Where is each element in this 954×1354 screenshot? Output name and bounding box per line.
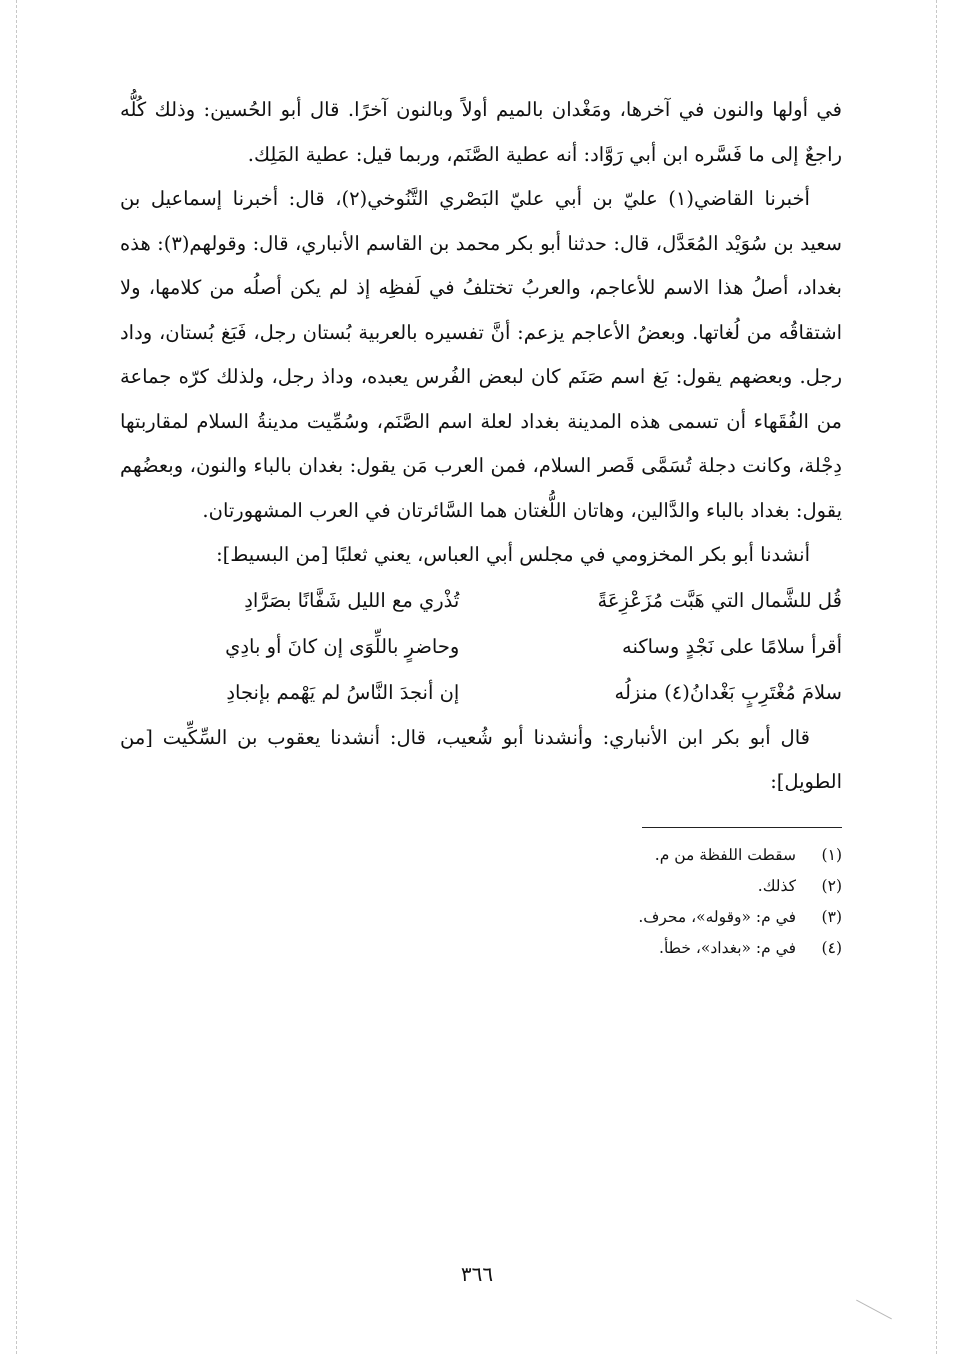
verse-1: [120, 578, 842, 624]
closing-paragraph: قال أبو بكر ابن الأنباري: وأنشدنا أبو شُعيب، قال: أنشدنا يعقوب بن السِّكِّيت [من الطويل]:: [120, 725, 842, 793]
verse-3-first-hemistich: سلامَ مُغْتَرِبٍ بَغْدانُ(٤) منزلُه: [614, 680, 842, 704]
footnote-4: [120, 933, 842, 964]
page-number: ٣٦٦: [460, 1262, 494, 1286]
scan-border-right: [936, 0, 937, 1354]
poem-verses: [120, 578, 842, 716]
paragraph-3: أنشدنا أبو بكر المخزومي في مجلس أبي العباس، يعني ثعلبًا [من البسيط]:: [216, 543, 810, 566]
footnote-text: كذلك.: [757, 876, 796, 895]
paragraph-2: أخبرنا القاضي(١) عليّ بن أبي عليّ البَصْري التَّنُوخي(٢)، قال: أخبرنا إسماعيل بن سعيد بن سُوَيْد المُعَدَّل، قال: حدثنا أبو بكر محمد بن القاسم الأنباري، قال: وقولهم(٣): هذه بغداد، أصلُ هذا الاسم للأعاجم، والعربُ تختلفُ في لَفظِه إذ لم يكن أصلُه من كلامها، ولا اشتقاقُه من لُغاتها. وبعضُ الأعاجم يزعم: أنَّ تفسيره بالعربية بُستان رجل، فَبَغ بُستان، وداد رجل. وبعضهم يقول: بَغ اسم صَنَم كان لبعض الفُرس يعبده، وداذ رجل، ولذلك كرّه جماعة من الفُقَهاء أن تسمى هذه المدينة بغداد لعلة اسم الصَّنَم، وسُمِّيت مدينةُ السلام لمقاربتها دِجْلة، وكانت دجلة تُسَمَّى قَصر السلام، فمن العرب مَن يقول: بغدان بالباء والنون، وبعضُهم يقول: بغداد بالباء والدَّالين، وهاتان اللُّغتان هما السَّائرتان في العرب المشهورتان.: [120, 187, 842, 522]
verse-3: [120, 670, 842, 716]
verse-2: [120, 624, 842, 670]
scan-border-left: [16, 0, 17, 1354]
paragraph-1: في أولها والنون في آخرها، ومَغْدان بالميم أولاً وبالنون آخرًا. قال أبو الحُسين: وذلك كُلُّه راجعٌ إلى ما فَسَّره ابن أبي رَوَّاد: أنه عطية الصَّنَم، وربما قيل: عطية المَلِك.: [120, 98, 842, 166]
verse-1-first-hemistich: قُل للشَّمال التي هَبَّت مُزَعْزِعَةً: [597, 588, 842, 612]
verse-2-second-hemistich: وحاضرٍ باللِّوَى إن كانَ أو بادِي: [225, 634, 460, 658]
verse-1-second-hemistich: تُذْري مع الليل شَفَّانًا بصَرَّادِ: [244, 588, 460, 612]
footnote-text: في م: «وقوله»، محرف.: [638, 907, 796, 926]
verse-2-first-hemistich: أقرأ سلامًا على نَجْدٍ وساكنه: [622, 634, 842, 658]
footnote-3: [120, 902, 842, 933]
footnote-text: في م: «بغداد»، خطأ.: [659, 938, 796, 957]
footnote-number: (٢): [821, 876, 842, 895]
footnote-text: سقطت اللفظة من م.: [654, 845, 796, 864]
footnote-number: (٣): [821, 907, 842, 926]
footnote-2: [120, 871, 842, 902]
scan-corner-mark: [856, 1300, 892, 1320]
page-body: [120, 88, 842, 964]
footnotes: [120, 840, 842, 964]
footnote-number: (١): [821, 845, 842, 864]
footnote-divider: [642, 827, 842, 828]
footnote-number: (٤): [821, 938, 842, 957]
footnote-1: [120, 840, 842, 871]
verse-3-second-hemistich: إن أنجدَ النَّاسُ لم يَهْمم بإنجادِ: [226, 680, 460, 704]
